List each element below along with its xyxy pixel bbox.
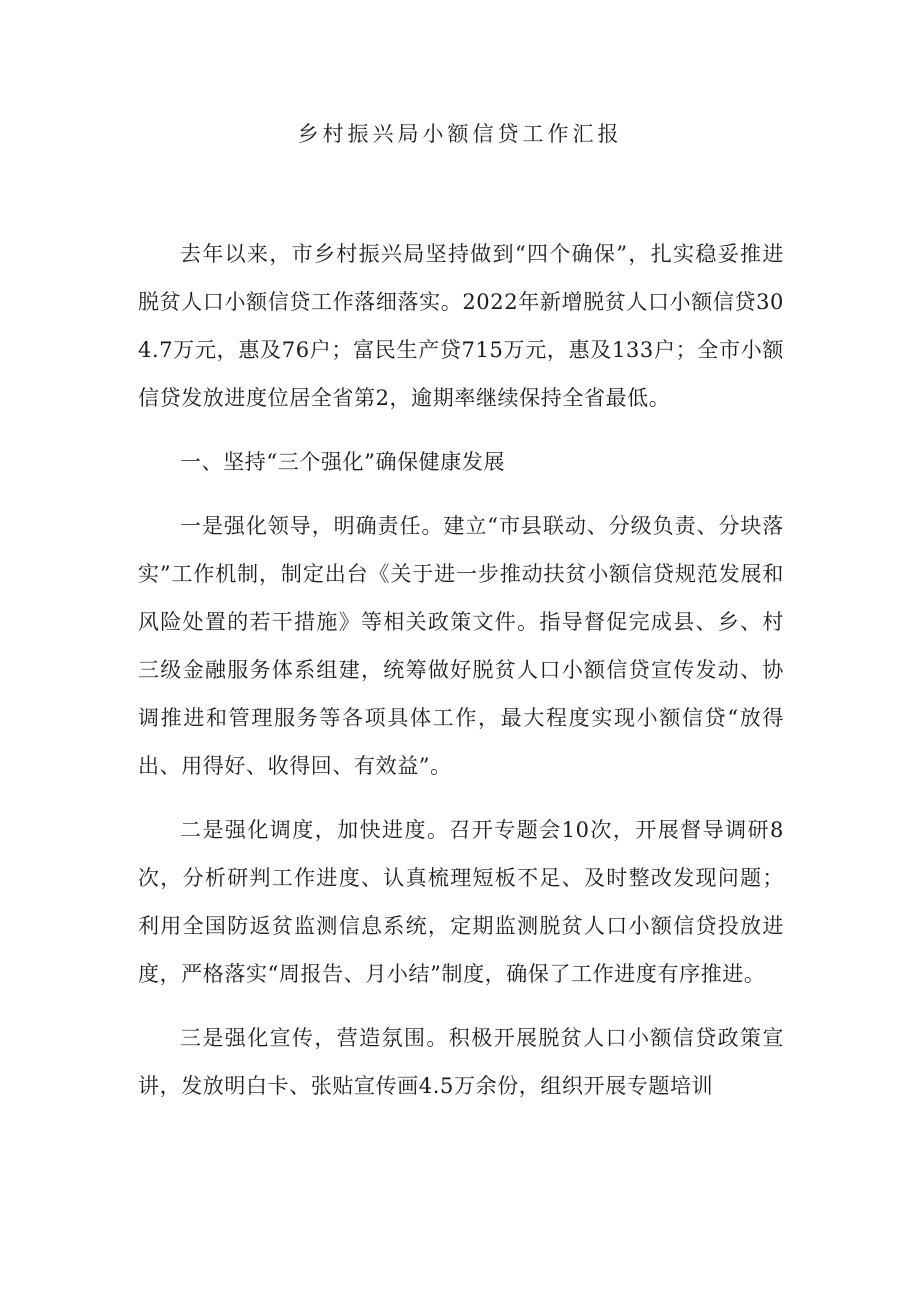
paragraph-leadership: 一是强化领导，明确责任。建立“市县联动、分级负责、分块落实”工作机制，制定出台《关于进一步推动扶贫小额信贷规范发展和风险处置的若干措施》等相关政策文件。指导督促完成县、乡、村三级金融服务体系组建，统筹做好脱贫人口小额信贷宣传发动、协调推进和管理服务等各项具体工作，最大程度实现小额信贷“放得出、用得好、收得回、有效益”。 — [138, 514, 784, 778]
paragraph-intro: 去年以来，市乡村振兴局坚持做到“四个确保”，扎实稳妥推进脱贫人口小额信贷工作落细落实。2022年新增脱贫人口小额信贷304.7万元，惠及76户；富民生产贷715万元，惠及133户；全市小额信贷发放进度位居全省第2，逾期率继续保持全省最低。 — [138, 242, 784, 410]
section-heading-1: 一、坚持“三个强化”确保健康发展 — [180, 450, 506, 474]
paragraph-publicity: 三是强化宣传，营造氛围。积极开展脱贫人口小额信贷政策宣讲，发放明白卡、张贴宣传画4.5万余份，组织开展专题培训 — [138, 1026, 784, 1098]
paragraph-scheduling: 二是强化调度，加快进度。召开专题会10次，开展督导调研8次，分析研判工作进度、认真梳理短板不足、及时整改发现问题；利用全国防返贫监测信息系统，定期监测脱贫人口小额信贷投放进度，严格落实“周报告、月小结”制度，确保了工作进度有序推进。 — [138, 818, 784, 986]
document-title: 乡村振兴局小额信贷工作汇报 — [297, 122, 623, 146]
document-body — [138, 230, 784, 1110]
